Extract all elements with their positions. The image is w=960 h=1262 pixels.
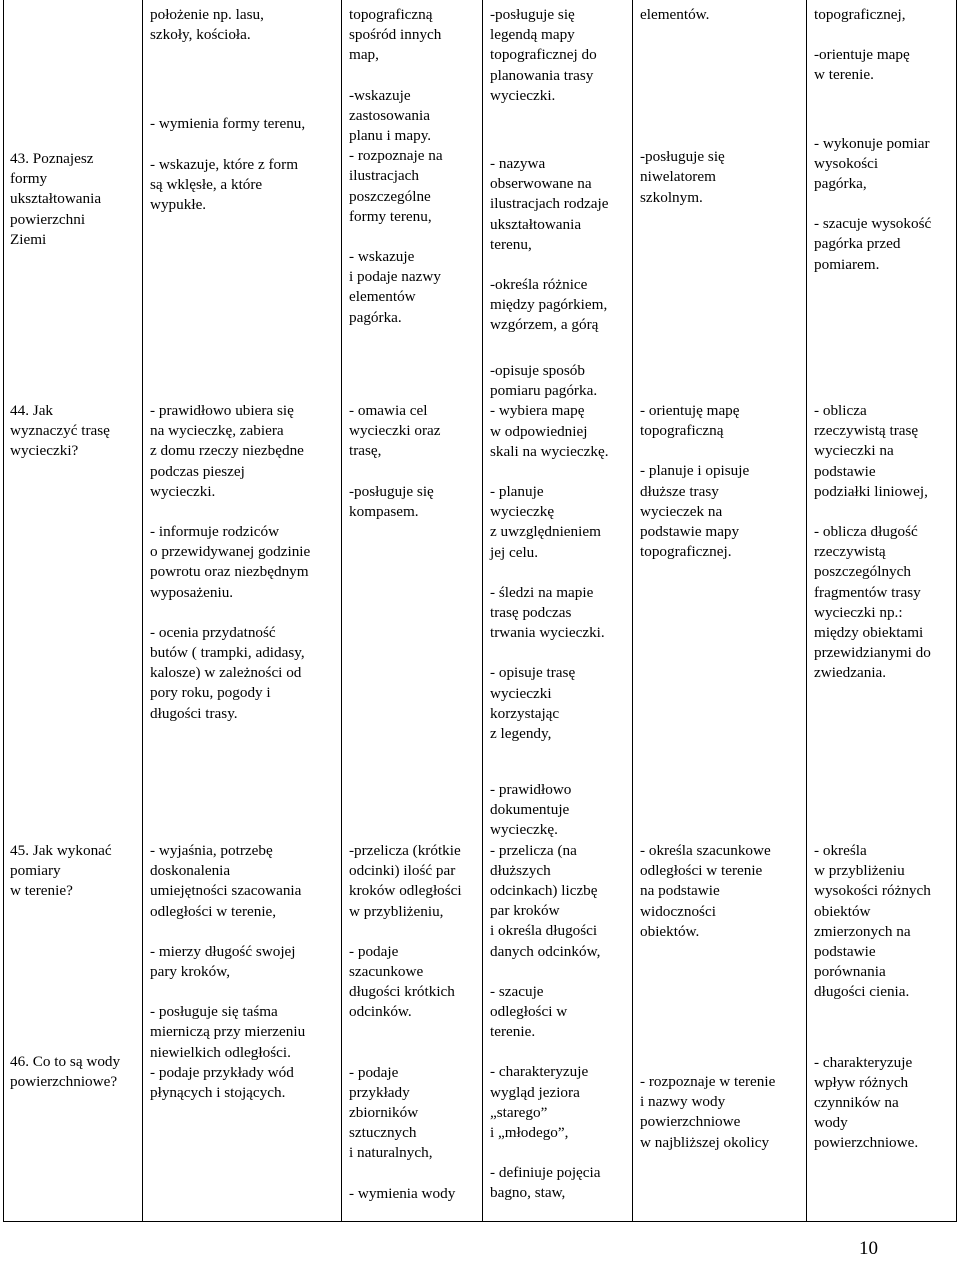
cell-text: -wskazuje zastosowania planu i mapy. [349, 86, 432, 145]
grid-line [3, 0, 4, 1222]
requirement-cell [349, 5, 480, 328]
cell-text: -posługuje się legendą mapy topograficznej do planowania trasy wycieczki. [490, 6, 597, 104]
requirement-cell [814, 401, 954, 684]
cell-text: - określa szacunkowe odległości w terenie na podstawie widoczności obiektów. [640, 842, 771, 940]
cell-text: - opisuje trasę wycieczki korzystając z legendy, [490, 664, 576, 743]
requirement-cell [640, 401, 804, 562]
cell-text: - mierzy długość swojej pary kroków, [150, 942, 296, 981]
cell-text: -posługuje się niwelatorem szkolnym. [640, 148, 725, 206]
cell-text: topograficznej, [814, 6, 906, 23]
cell-text: - charakteryzuje wygląd jeziora „starego” i „młodego”, [490, 1063, 589, 1142]
topic-cell [10, 149, 140, 250]
cell-text: - wymienia formy terenu, [150, 115, 306, 133]
requirement-cell [490, 780, 630, 1204]
cell-text: - wymienia wody [349, 1184, 456, 1202]
cell-text: elementów. [640, 6, 710, 23]
cell-text: -określa różnice między pagórkiem, wzgórzem, a górą [490, 276, 608, 334]
cell-text: -orientuje mapę w terenie. [814, 46, 910, 84]
requirement-cell [814, 5, 954, 275]
cell-text: - oblicza długość rzeczywistą poszczególnych fragmentów trasy wycieczki np.: między obiektami przewidzianymi do zwiedzania. [814, 523, 931, 682]
cell-text: - charakteryzuje wpływ różnych czynników na wody powierzchniowe. [814, 1053, 919, 1152]
topic-cell [10, 401, 140, 462]
cell-text: 45. Jak wykonać pomiary w terenie? [10, 842, 112, 900]
cell-text: - prawidłowo dokumentuje wycieczkę. - przelicza (na dłuższych odcinkach) liczbę par kroków i określa długości danych odcinków, [490, 781, 601, 960]
requirement-cell [150, 841, 340, 1103]
requirement-cell [349, 841, 480, 1204]
requirement-cell [490, 361, 630, 744]
cell-text: - orientuję mapę topograficzną [640, 402, 740, 440]
cell-text: 43. Poznajesz formy ukształtowania powierzchni Ziemi [10, 150, 102, 248]
grid-line [956, 0, 957, 1222]
cell-text: -przelicza (krótkie odcinki) ilość par kroków odległości w przybliżeniu, [349, 842, 462, 920]
cell-text: - wskazuje i podaje nazwy elementów pagórka. [349, 248, 441, 326]
cell-text: - szacuje odległości w terenie. [490, 982, 568, 1041]
cell-text: - wskazuje, które z form są wklęsłe, a które wypukłe. [150, 155, 299, 214]
cell-text: - podaje szacunkowe długości krótkich odcinków. [349, 942, 455, 1021]
cell-text: - posługuje się taśma mierniczą przy mierzeniu niewielkich odległości. - podaje przykłady wód płynących i stojących. [150, 1003, 306, 1102]
cell-text: 46. Co to są wody powierzchniowe? [10, 1052, 121, 1090]
requirement-cell [640, 5, 804, 208]
cell-text: - wyjaśnia, potrzebę doskonalenia umiejętności szacowania odległości w terenie, [150, 842, 302, 920]
cell-text: topograficzną spośród innych map, [349, 6, 442, 64]
cell-text: -opisuje sposób pomiaru pagórka. - wybiera mapę w odpowiedniej skali na wycieczkę. [490, 362, 609, 460]
requirement-cell [814, 841, 954, 1154]
requirement-cell [349, 401, 480, 522]
cell-text: - definiuje pojęcia bagno, staw, [490, 1164, 601, 1202]
cell-text: - omawia cel wycieczki oraz trasę, [349, 402, 441, 460]
cell-text: - planuje i opisuje dłuższe trasy wycieczek na podstawie mapy topograficznej. [640, 462, 750, 561]
cell-text: - rozpoznaje w terenie i nazwy wody powierzchniowe w najbliższej okolicy [640, 1073, 776, 1151]
requirement-cell [150, 5, 338, 215]
grid-line [142, 0, 143, 1222]
grid-line [482, 0, 483, 1222]
topic-cell [10, 841, 140, 1092]
cell-text: położenie np. lasu, szkoły, kościoła. [150, 6, 264, 44]
cell-text: 44. Jak wyznaczyć trasę wycieczki? [10, 402, 110, 460]
grid-line [632, 0, 633, 1222]
cell-text: - nazywa obserwowane na ilustracjach rodzaje ukształtowania terenu, [490, 155, 609, 253]
cell-text: - rozpoznaje na ilustracjach poszczególne formy terenu, [349, 147, 443, 225]
grid-line [806, 0, 807, 1222]
cell-text: - określa w przybliżeniu wysokości różnych obiektów zmierzonych na podstawie porównania długości cienia. [814, 842, 931, 1001]
cell-text: - wykonuje pomiar wysokości pagórka, [814, 134, 930, 193]
cell-text: - informuje rodziców o przewidywanej godzinie powrotu oraz niezbędnym wyposażeniu. [150, 523, 311, 601]
requirement-cell [150, 401, 340, 724]
cell-text: - planuje wycieczkę z uwzględnieniem jej celu. [490, 483, 601, 561]
cell-text: - szacuje wysokość pagórka przed pomiarem. [814, 215, 932, 273]
cell-text: - śledzi na mapie trasę podczas trwania wycieczki. [490, 583, 605, 642]
cell-text: - ocenia przydatność butów ( trampki, adidasy, kalosze) w zależności od pory roku, pogody i długości trasy. [150, 623, 305, 722]
grid-line [341, 0, 342, 1222]
grid-line [3, 1221, 957, 1222]
page-number: 10 [859, 1238, 878, 1259]
requirement-cell [490, 5, 630, 336]
cell-text: -posługuje się kompasem. [349, 482, 434, 520]
cell-text: - oblicza rzeczywistą trasę wycieczki na podstawie podziałki liniowej, [814, 402, 928, 500]
cell-text: - prawidłowo ubiera się na wycieczkę, zabiera z domu rzeczy niezbędne podczas pieszej wycieczki. [150, 402, 304, 500]
requirement-cell [640, 841, 804, 1153]
cell-text: - podaje przykłady zbiorników sztucznych i naturalnych, [349, 1063, 433, 1162]
